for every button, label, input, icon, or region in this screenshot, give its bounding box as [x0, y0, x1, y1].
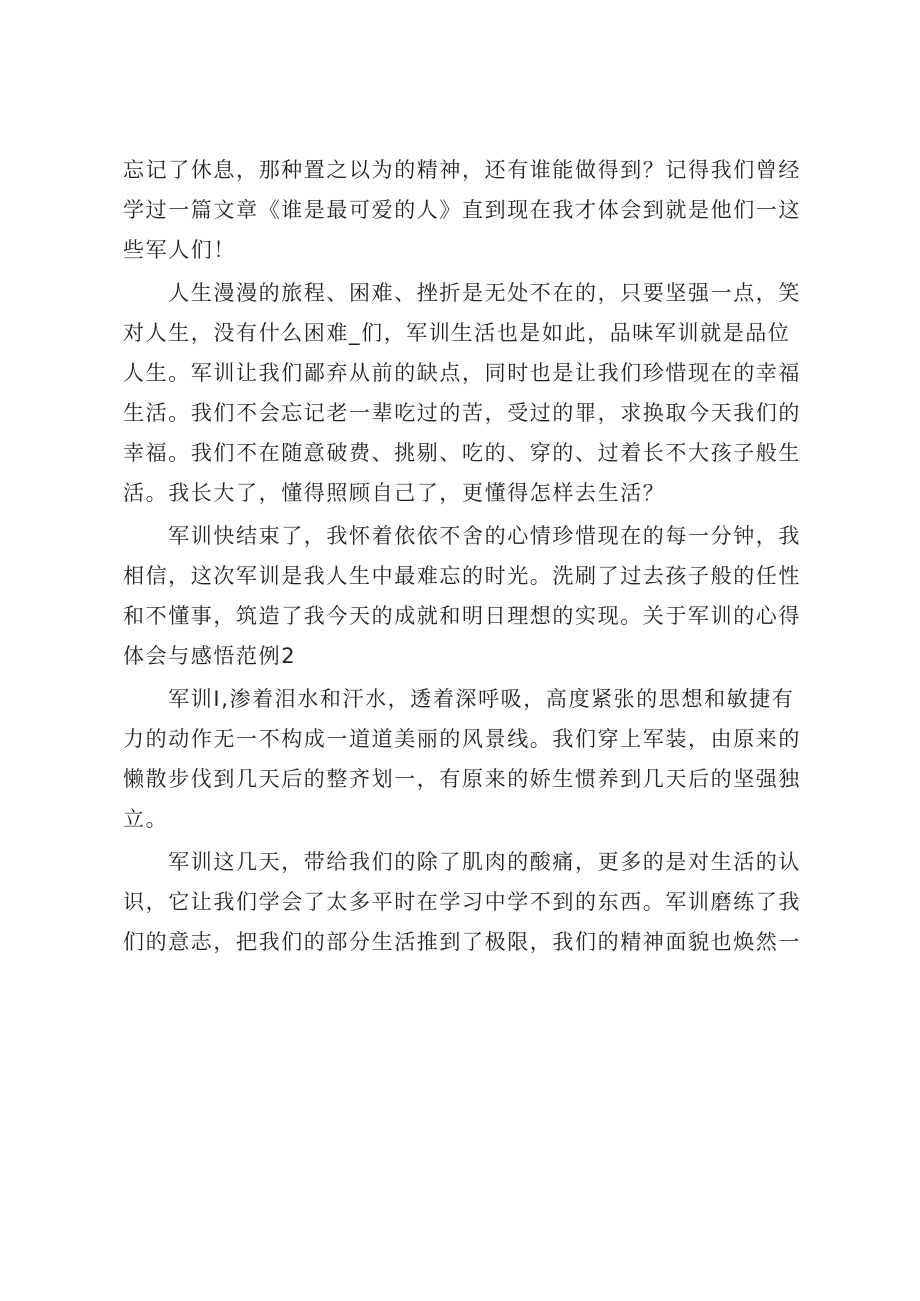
paragraph-2: 人生漫漫的旅程、困难、挫折是无处不在的，只要坚强一点，笑 对人生，没有什么困难_们，军训生活也是如此，品味军训就是品位 人生。军训让我们鄙弃从前的缺点，同时也是让我们珍惜现在的幸福 生活。我们不会忘记老一辈吃过的苦，受过的罪，求换取今天我们的 幸福。我们不在随意破费、挑剔、吃的、穿的、过着长不大孩子般生 活。我长大了，懂得照顾自己了，更懂得怎样去生活？: [123, 281, 801, 505]
paragraph-4: 军训I,渗着泪水和汗水，透着深呼吸，高度紧张的思想和敏捷有 力的动作无一不构成一道道美丽的风景线。我们穿上军装，由原来的 懒散步伐到几天后的整齐划一，有原来的娇生惯养到几天后的坚强独 立。: [123, 687, 801, 831]
document-body: [123, 150, 823, 965]
paragraph-5: 军训这几天，带给我们的除了肌肉的酸痛，更多的是对生活的认 识，它让我们学会了太多平时在学习中学不到的东西。军训磨练了我 们的意志，把我们的部分生活推到了极限，我们的精神面貌也焕然一: [123, 850, 801, 954]
paragraph-1: 忘记了休息，那种置之以为的精神，还有谁能做得到？记得我们曾经 学过一篇文章《谁是最可爱的人》直到现在我才体会到就是他们一这 些军人们！: [123, 158, 801, 262]
paragraph-3: 军训快结束了，我怀着依依不舍的心情珍惜现在的每一分钟，我 相信，这次军训是我人生中最难忘的时光。洗刷了过去孩子般的任性 和不懂事，筑造了我今天的成就和明日理想的实现。关于军训的心得 体会与感悟范例2: [123, 524, 801, 668]
